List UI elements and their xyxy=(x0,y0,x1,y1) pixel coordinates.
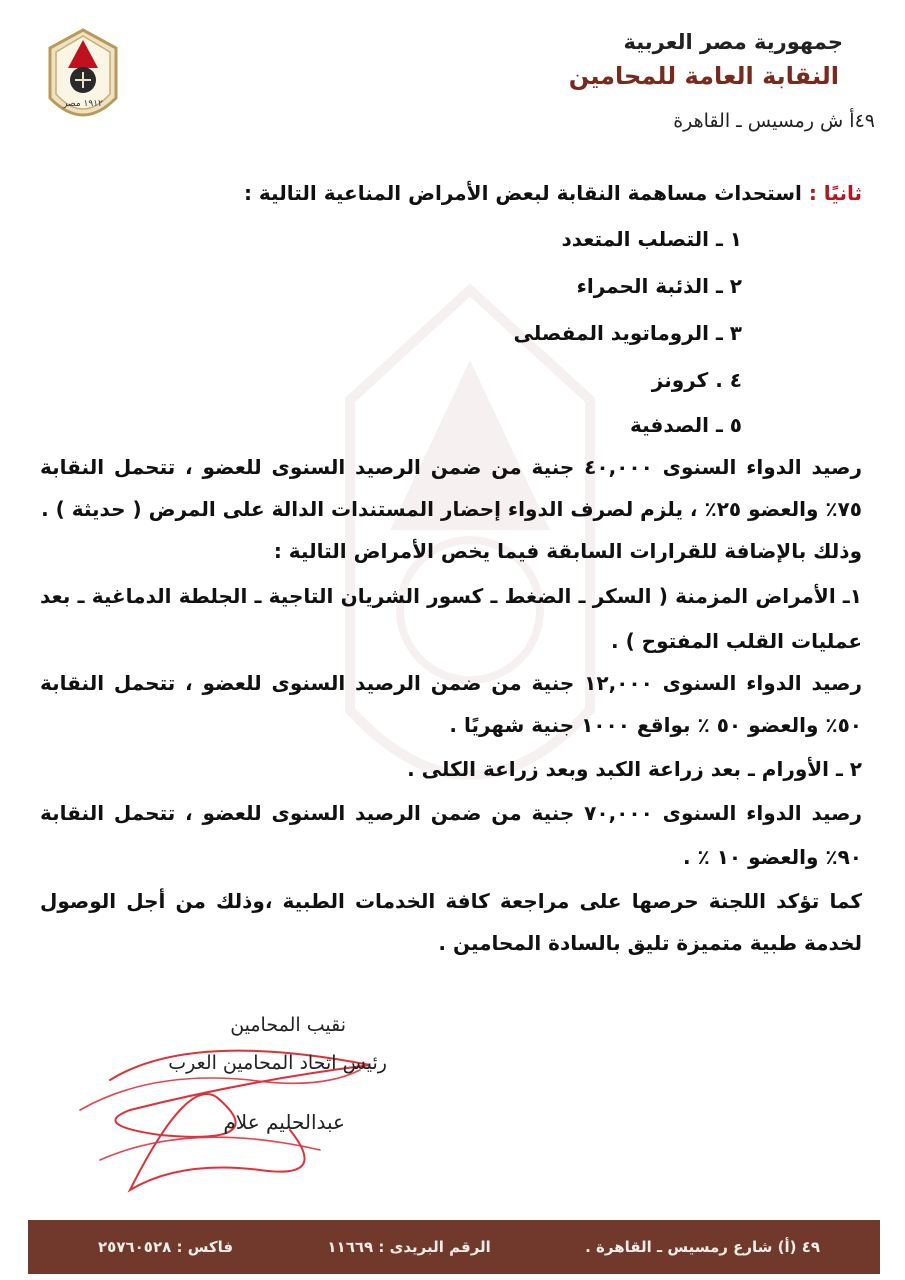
syndicate-logo xyxy=(44,28,122,132)
closing-paragraph: كما تؤكد اللجنة حرصها على مراجعة كافة الخدمات الطبية ،وذلك من أجل الوصول xyxy=(40,889,862,913)
addition-intro: وذلك بالإضافة للقرارات السابقة فيما يخص الأمراض التالية : xyxy=(273,539,862,563)
chronic-diseases: ١ـ الأمراض المزمنة ( السكر ـ الضغط ـ كسور الشريان التاجية ـ الجلطة الدماغية ـ بعد xyxy=(40,584,862,608)
footer-address: ٤٩ (أ) شارع رمسيس ـ القاهرة . xyxy=(585,1238,820,1256)
disease-item: ٤ . كرونز xyxy=(651,368,742,392)
section-title: استحداث مساهمة النقابة لبعض الأمراض المناعية التالية : xyxy=(243,181,802,205)
balance-paragraph: ٧٥٪ والعضو ٢٥٪ ، يلزم لصرف الدواء إحضار المستندات الدالة على المرض ( حديثة ) . xyxy=(41,497,862,521)
disease-item: ٢ ـ الذئبة الحمراء xyxy=(576,274,742,298)
footer-postal-code: الرقم البريدى : ١١٦٦٩ xyxy=(327,1238,491,1256)
chronic-balance: ٥٠٪ والعضو ٥٠ ٪ بواقع ١٠٠٠ جنية شهريًا . xyxy=(449,713,862,737)
tumors-item: ٢ ـ الأورام ـ بعد زراعة الكبد وبعد زراعة الكلى . xyxy=(407,757,862,781)
balance-paragraph: رصيد الدواء السنوى ٤٠,٠٠٠ جنية من ضمن الرصيد السنوى للعضو ، تتحمل النقابة xyxy=(40,455,862,479)
header-address: ٤٩أ ش رمسيس ـ القاهرة xyxy=(673,110,875,132)
section-label: ثانيًا : xyxy=(808,181,862,205)
tumors-balance: رصيد الدواء السنوى ٧٠,٠٠٠ جنية من ضمن الرصيد السنوى للعضو ، تتحمل النقابة xyxy=(40,801,862,825)
signatory-title: نقيب المحامين xyxy=(230,1014,346,1036)
country-name: جمهورية مصر العربية xyxy=(623,30,843,54)
footer-fax: فاكس : ٢٥٧٦٠٥٢٨ xyxy=(98,1238,234,1256)
disease-item: ٥ ـ الصدفية xyxy=(630,413,742,437)
syndicate-name: النقابة العامة للمحامين xyxy=(568,62,839,90)
closing-paragraph: لخدمة طبية متميزة تليق بالسادة المحامين . xyxy=(438,931,862,955)
chronic-balance: رصيد الدواء السنوى ١٢,٠٠٠ جنية من ضمن الرصيد السنوى للعضو ، تتحمل النقابة xyxy=(40,671,862,695)
footer-bar xyxy=(28,1220,880,1274)
letter-body xyxy=(40,172,862,964)
disease-item: ٣ ـ الروماتويد المفصلى xyxy=(513,321,742,345)
signatory-name: عبدالحليم علام xyxy=(223,1110,345,1134)
signatory-title: رئيس اتحاد المحامين العرب xyxy=(168,1052,387,1074)
section-heading xyxy=(40,172,862,216)
disease-item: ١ ـ التصلب المتعدد xyxy=(561,227,742,251)
tumors-balance: ٩٠٪ والعضو ١٠ ٪ . xyxy=(682,845,862,869)
chronic-diseases: عمليات القلب المفتوح ) . xyxy=(611,629,862,653)
svg-text:١٩١٢ مصر: ١٩١٢ مصر xyxy=(63,99,103,109)
